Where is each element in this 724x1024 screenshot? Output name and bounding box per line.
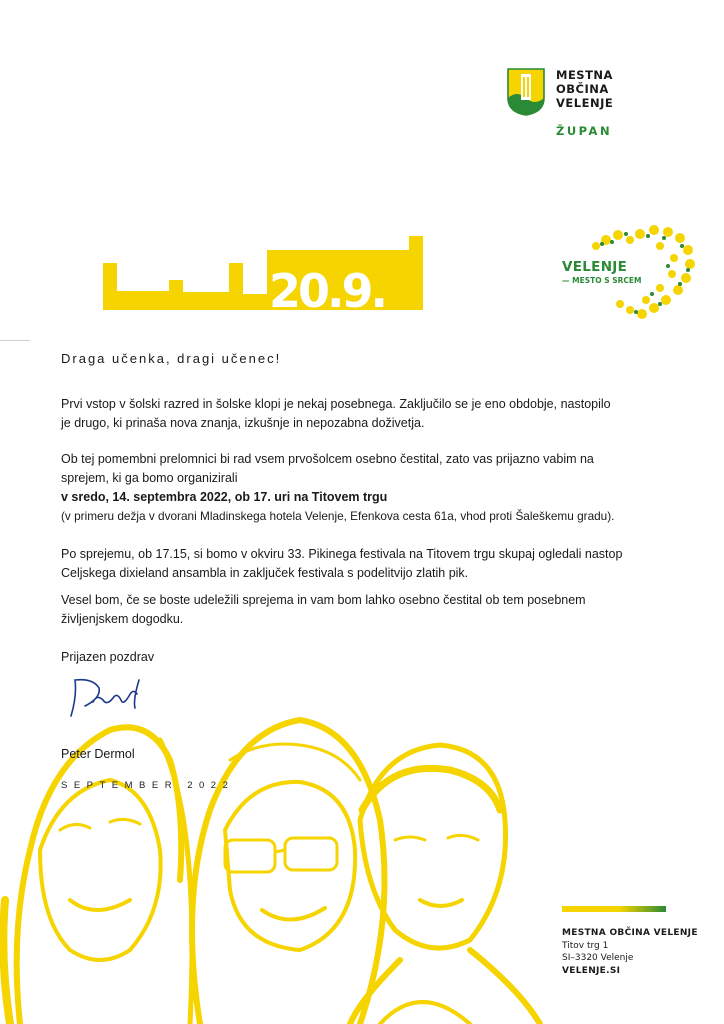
slogan-tagline: — MESTO S SRCEM [562,276,642,285]
org-line: VELENJE [556,96,614,110]
footer-street: Titov trg 1 [562,940,609,951]
footer-city: SI–3320 Velenje [562,953,634,963]
salutation: Draga učenka, dragi učenec! [61,351,282,366]
office-title: ŽUPAN [556,124,613,138]
org-name [556,68,613,110]
paragraph-closing: Vesel bom, če se boste udeležili sprejema in vam bom lahko osebno čestital ob tem posebnem življenjskem dogodku. [61,593,586,626]
footer-web: VELENJE.SI [562,965,621,976]
paragraph-intro: Prvi vstop v šolski razred in šolske klopi je nekaj posebnega. Zaključilo se je eno obdobje, nastopilo je drugo, ki prinaša nova znanja, izkušnje in nepozabna doživetja. [61,397,611,430]
signer-name: Peter Dermol [61,747,135,761]
footer-gradient-bar [562,906,666,912]
signature-icon [63,676,149,722]
org-line: MESTNA [556,68,613,82]
paragraph-invitation: Ob tej pomembni prelomnici bi rad vsem prvošolcem osebno čestital, zato vas prijazno vabim na sprejem, ki ga bomo organizirali [61,452,594,485]
paragraph-festival: Po sprejemu, ob 17.15, si bomo v okviru 33. Pikinega festivala na Titovem trgu skupaj ogledali nastop Celjskega dixieland ansambla in zaključek festivala s podelitvijo zlatih pik. [61,547,623,580]
velenje-coat-of-arms-icon [507,68,545,116]
event-datetime: v sredo, 14. septembra 2022, ob 17. uri na Titovem trgu [61,490,388,504]
slogan-city: VELENJE [562,259,628,275]
date-graphic [103,236,423,312]
footer-address [562,927,698,977]
footer-org: MESTNA OBČINA VELENJE [562,928,698,938]
greeting: Prijazen pozdrav [61,650,155,664]
letter-date: SEPTEMBER 2022 [61,780,235,791]
org-line: OBČINA [556,82,609,96]
date-graphic-text: 20.9. [269,264,385,312]
fold-mark [0,340,30,341]
rain-location-note: (v primeru dežja v dvorani Mladinskega hotela Velenje, Efenkova cesta 61a, vhod proti Šaleškemu gradu). [61,509,615,523]
